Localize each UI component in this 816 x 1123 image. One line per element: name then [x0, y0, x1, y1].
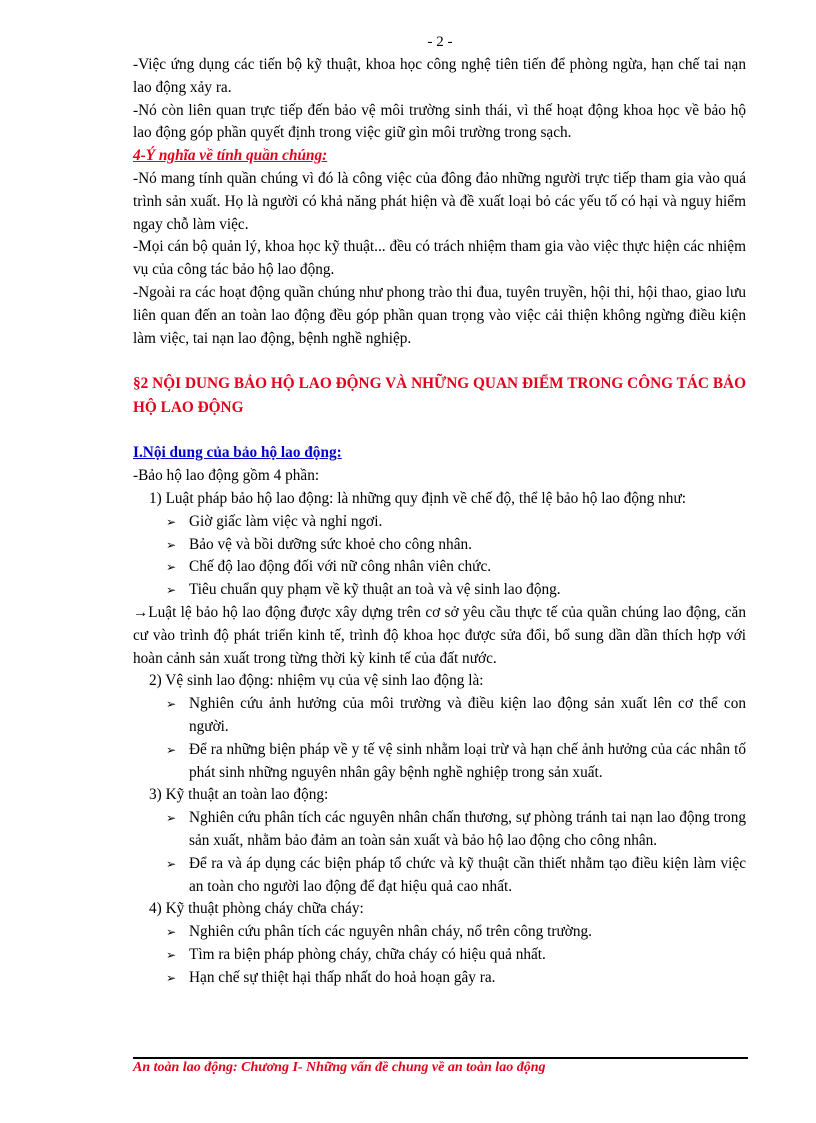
bullet-item: ➢ Tìm ra biện pháp phòng cháy, chữa cháy có hiệu quả nhất. [133, 944, 746, 967]
heading-content-of-labor-protection: I.Nội dung của bảo hộ lao động: [133, 444, 342, 462]
paragraph: -Nó còn liên quan trực tiếp đến bảo vệ môi trường sinh thái, vì thế hoạt động khoa học về bảo hộ lao động góp phần quyết định trong việc giữ gìn môi trường trong sạch. [133, 101, 746, 142]
arrow-bullet-icon: ➢ [166, 742, 177, 757]
paragraph: -Bảo hộ lao động gồm 4 phần: [133, 467, 320, 485]
bullet-item: ➢ Tiêu chuẩn quy phạm về kỹ thuật an toà và vệ sinh lao động. [133, 579, 746, 602]
numbered-item-3: 3) Kỹ thuật an toàn lao động: [149, 786, 329, 804]
bullet-item: ➢ Hạn chế sự thiệt hại thấp nhất do hoả hoạn gây ra. [133, 967, 746, 990]
section-title: §2 NỘI DUNG BẢO HỘ LAO ĐỘNG VÀ NHỮNG QUAN ĐIỂM TRONG CÔNG TÁC BẢO HỘ LAO ĐỘNG [133, 375, 746, 417]
paragraph: -Mọi cán bộ quản lý, khoa học kỹ thuật... đều có trách nhiệm tham gia vào việc thực hiện các nhiệm vụ của công tác bảo hộ lao động. [133, 238, 746, 279]
bullet-item: ➢ Để ra những biện pháp về y tế vệ sinh nhằm loại trừ và hạn chế ảnh hưởng của các nhân tố phát sinh những nguyên nhân gây bệnh nghề nghiệp trong sản xuất. [166, 740, 746, 781]
arrow-bullet-icon: ➢ [166, 514, 177, 529]
bullet-item: ➢ Để ra và áp dụng các biện pháp tổ chức và kỹ thuật cần thiết nhằm tạo điều kiện làm việc an toàn cho người lao động để đạt hiệu quả cao nhất. [166, 854, 746, 895]
arrow-bullet-icon: ➢ [166, 697, 177, 712]
arrow-bullet-icon: ➢ [166, 925, 177, 940]
arrow-bullet-icon: ➢ [166, 947, 177, 962]
arrow-bullet-icon: ➢ [166, 583, 177, 598]
page-content [133, 54, 746, 989]
arrow-bullet-icon: ➢ [166, 811, 177, 826]
page-number: - 2 - [427, 34, 453, 50]
paragraph: -Việc ứng dụng các tiến bộ kỹ thuật, khoa học công nghệ tiên tiến để phòng ngừa, hạn chế tai nạn lao động xảy ra. [133, 56, 746, 96]
bullet-item: ➢ Nghiên cứu ảnh hưởng của môi trường và điều kiện lao động sản xuất lên cơ thể con người. [166, 695, 746, 735]
subheading-mass-character: 4-Ý nghĩa về tính quần chúng: [133, 147, 328, 165]
bullet-item: ➢ Bảo vệ và bồi dưỡng sức khoẻ cho công nhân. [133, 534, 746, 557]
arrow-paragraph: →Luật lệ bảo hộ lao động được xây dựng trên cơ sở yêu cầu thực tế của quần chúng lao động, căn cư vào trình độ phát triển kinh tế, trình độ khoa học được sửa đổi, bổ sung dần dần thích hợp với hoàn cảnh sản xuất trong từng thời kỳ kinh tế của đất nước. [133, 603, 746, 667]
arrow-bullet-icon: ➢ [166, 537, 177, 552]
paragraph: -Ngoài ra các hoạt động quần chúng như phong trào thi đua, tuyên truyền, hội thi, hội thao, giao lưu liên quan đến an toàn lao động đều góp phần quan trọng vào việc cải thiện không ngừng điều kiện làm việc, tai nạn lao động, bệnh nghề nghiệp. [133, 283, 746, 347]
paragraph: -Nó mang tính quần chúng vì đó là công việc của đông đảo những người trực tiếp tham gia vào quá trình sản xuất. Họ là người có khả năng phát hiện và đề xuất loại bỏ các yếu tố có hại và nguy hiểm ngay chỗ làm việc. [133, 169, 746, 233]
arrow-bullet-icon: ➢ [166, 970, 177, 985]
arrow-bullet-icon: ➢ [166, 560, 177, 575]
footer-divider [133, 1057, 748, 1059]
page-footer: An toàn lao động: Chương I- Những vấn đề chung về an toàn lao động [133, 1060, 546, 1075]
bullet-item: ➢ Giờ giấc làm việc và nghỉ ngơi. [133, 511, 746, 534]
numbered-item-4: 4) Kỹ thuật phòng cháy chữa cháy: [149, 900, 364, 918]
bullet-item: ➢ Nghiên cứu phân tích các nguyên nhân chấn thương, sự phòng tránh tai nạn lao động trong sản xuất, nhằm bảo đảm an toàn sản xuất và bảo hộ lao động cho công nhân. [166, 809, 746, 849]
bullet-item: ➢ Nghiên cứu phân tích các nguyên nhân cháy, nổ trên công trường. [133, 921, 746, 944]
numbered-item-1: 1) Luật pháp bảo hộ lao động: là những quy định về chế độ, thể lệ bảo hộ lao động như: [149, 489, 686, 507]
numbered-item-2: 2) Vệ sinh lao động: nhiệm vụ của vệ sinh lao động là: [149, 672, 484, 690]
arrow-bullet-icon: ➢ [166, 856, 177, 871]
bullet-item: ➢ Chế độ lao động đối với nữ công nhân viên chức. [133, 556, 746, 579]
